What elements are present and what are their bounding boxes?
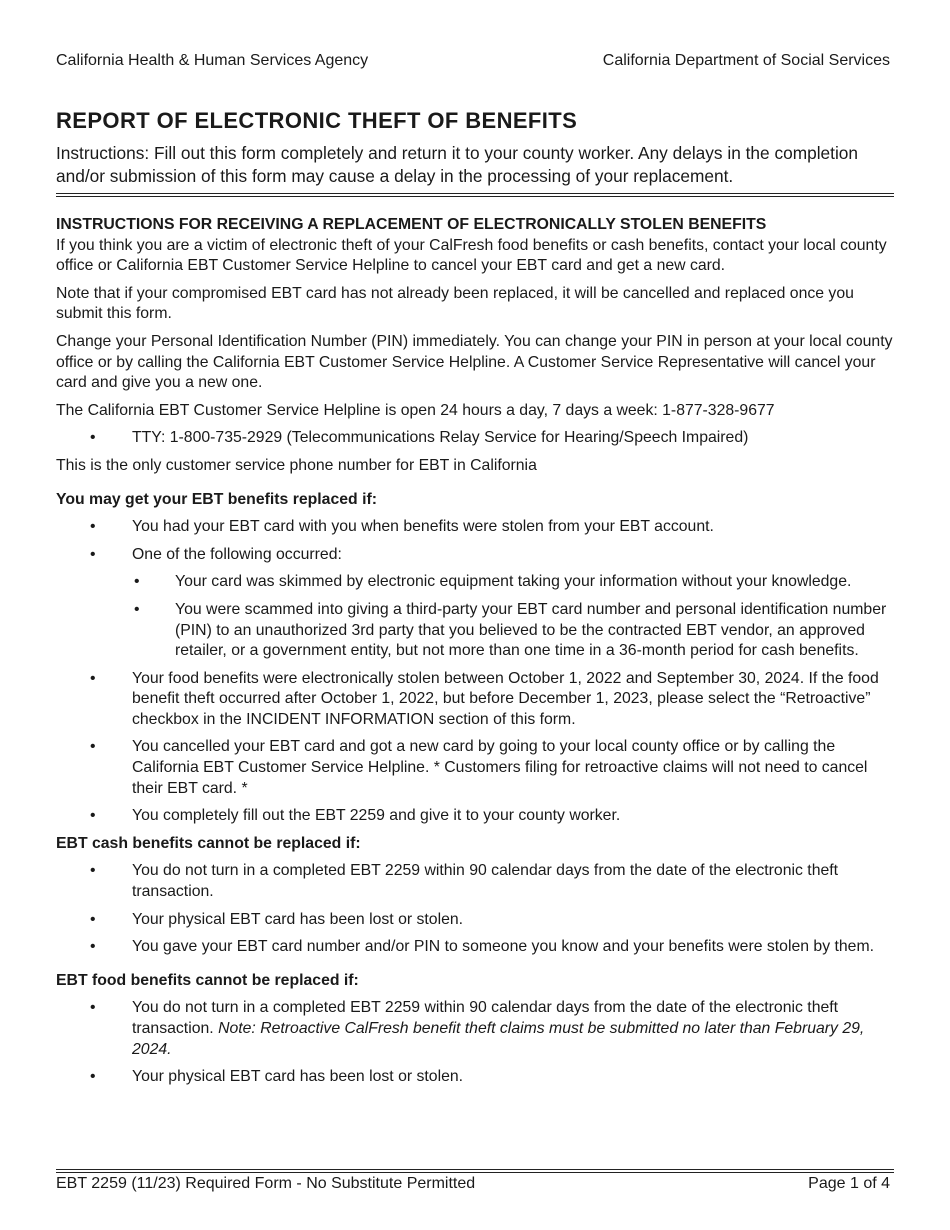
section-heading: INSTRUCTIONS FOR RECEIVING A REPLACEMENT OF ELECTRONICALLY STOLEN BENEFITS	[56, 216, 767, 233]
bullet: •	[90, 807, 96, 825]
page-footer	[56, 1175, 890, 1193]
form-body	[56, 215, 894, 1095]
bullet: •	[90, 545, 96, 563]
replaced-if-heading: You may get your EBT benefits replaced if:	[56, 490, 377, 508]
list-item: • Your food benefits were electronically stolen between October 1, 2022 and September 30, 2024. If the food benefit theft occurred after October 1, 2022, but before December 1, 2023, please select the “Retroactive” checkbox in the INCIDENT INFORMATION section of this form.	[90, 669, 879, 728]
bullet: •	[90, 862, 96, 880]
bullet: •	[90, 910, 96, 928]
list-item: • Your physical EBT card has been lost or stolen.	[56, 1067, 894, 1088]
list-item: • You had your EBT card with you when benefits were stolen from your EBT account.	[56, 517, 894, 538]
paragraph: If you think you are a victim of electronic theft of your CalFresh food benefits or cash benefits, contact your local county office or California EBT Customer Service Helpline to cancel your EBT card and get a new card.	[56, 236, 887, 275]
sub-list	[132, 572, 894, 661]
bullet: •	[90, 429, 96, 447]
replaced-if-list	[56, 517, 894, 827]
list-item: • You cancelled your EBT card and got a new card by going to your local county office or by calling the California EBT Customer Service Helpline. * Customers filing for retroactive claims will not need to cancel their EBT card. *	[90, 738, 868, 797]
bullet: •	[90, 938, 96, 956]
list-item: • Your card was skimmed by electronic equipment taking your information without your knowledge.	[56, 572, 894, 593]
list-item: • You were scammed into giving a third-party your EBT card number and personal identification number (PIN) to an unauthorized 3rd party that you believed to be the contracted EBT vendor, an approved retailer, or a government entity, but not more than one time in a 36-month period for cash benefits.	[134, 600, 887, 660]
paragraph: This is the only customer service phone number for EBT in California	[56, 456, 537, 474]
food-not-replaced-heading: EBT food benefits cannot be replaced if:	[56, 971, 359, 989]
tty-list	[56, 428, 894, 449]
agency-name: California Health & Human Services Agency	[56, 52, 369, 69]
bullet: •	[90, 669, 96, 687]
bullet: •	[90, 999, 96, 1017]
retroactive-note: Note: Retroactive CalFresh benefit theft claims must be submitted no later than February 29, 2024.	[132, 1020, 865, 1058]
food-not-replaced-list	[56, 998, 894, 1087]
bullet: •	[90, 518, 96, 536]
paragraph: Change your Personal Identification Number (PIN) immediately. You can change your PIN in person at your local county office or by calling the California EBT Customer Service Helpline. A Customer Service Representative will cancel your card and give you a new one.	[56, 332, 893, 392]
form-title: REPORT OF ELECTRONIC THEFT OF BENEFITS	[56, 108, 578, 133]
footer-divider	[56, 1169, 894, 1173]
list-item: • TTY: 1-800-735-2929 (Telecommunications Relay Service for Hearing/Speech Impaired)	[56, 428, 894, 449]
bullet: •	[134, 600, 140, 618]
divider	[56, 193, 894, 197]
cash-not-replaced-list	[56, 861, 894, 957]
list-item: • Your physical EBT card has been lost or stolen.	[56, 910, 894, 931]
paragraph: Note that if your compromised EBT card has not already been replaced, it will be cancelled and replaced once you submit this form.	[56, 284, 854, 323]
list-item: • You do not turn in a completed EBT 2259 within 90 calendar days from the date of the electronic theft transaction.	[90, 862, 839, 901]
list-item: • You completely fill out the EBT 2259 and give it to your county worker.	[56, 806, 894, 827]
bullet: •	[90, 738, 96, 756]
form-instructions: Instructions: Fill out this form completely and return it to your county worker. Any delays in the completion and/or submission of this form may cause a delay in the processing of your replacement.	[56, 143, 859, 186]
department-name: California Department of Social Services	[602, 52, 890, 69]
list-item: • You do not turn in a completed EBT 2259 within 90 calendar days from the date of the electronic theft transaction. Note: Retroactive CalFresh benefit theft claims must be submitted no later than February 29, 2024.	[90, 999, 865, 1058]
list-item: • One of the following occurred: • Your card was skimmed by electronic equipment taking your information without your knowledge. • You were scammed into giving a third-party your EBT card number and personal identification number (PIN) to an unauthorized 3rd party that you believed to be the contracted EBT vendor, an approved retailer, or a government entity, but not more than one time in a 36-month period for cash benefits.	[56, 545, 894, 662]
form-page	[56, 0, 894, 1230]
page-header	[56, 52, 890, 70]
page-number: Page 1 of 4	[808, 1175, 890, 1192]
cash-not-replaced-heading: EBT cash benefits cannot be replaced if:	[56, 834, 361, 852]
paragraph: The California EBT Customer Service Helpline is open 24 hours a day, 7 days a week: 1-877-328-9677	[56, 401, 775, 419]
bullet: •	[90, 1068, 96, 1086]
bullet: •	[134, 573, 140, 591]
form-id: EBT 2259 (11/23) Required Form - No Substitute Permitted	[56, 1175, 476, 1192]
list-item: • You gave your EBT card number and/or PIN to someone you know and your benefits were stolen by them.	[56, 937, 894, 958]
